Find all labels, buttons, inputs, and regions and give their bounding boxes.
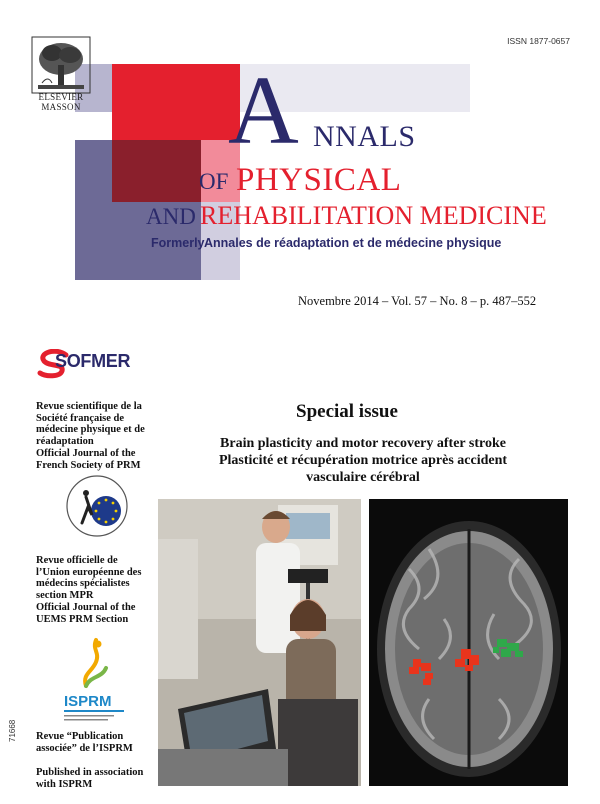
sidebar-text-uems-en: Official Journal of the UEMS PRM Section <box>36 602 136 625</box>
decor-square-dark-red <box>112 140 201 202</box>
sidebar-text-sofmer-en: Official Journal of the French Society of PRM <box>36 448 141 471</box>
title-letter-a: A <box>228 57 299 165</box>
sidebar-text-sofmer-fr: Revue scientifique de la Société française de médecine physique et de réadaptation <box>36 401 145 447</box>
publisher-name <box>30 92 92 112</box>
title-rehabilitation-medicine: REHABILITATION MEDICINE <box>200 201 547 230</box>
title-and: AND <box>146 204 196 229</box>
subtitle-english: Brain plasticity and motor recovery after stroke <box>220 436 506 451</box>
isprm-logo <box>62 636 128 726</box>
clinic-photo <box>158 499 361 786</box>
subtitle-french-line2: vasculaire cérébral <box>306 470 420 485</box>
sidebar-text-isprm-en: Published in association with ISPRM <box>36 767 144 790</box>
title-nnals: NNALS <box>313 120 416 153</box>
sidebar-text-uems-fr: Revue officielle de l’Union européenne des médecins spécialistes section MPR <box>36 555 142 601</box>
title-physical: PHYSICAL <box>236 162 402 198</box>
issue-info: Novembre 2014 – Vol. 57 – No. 8 – p. 487–552 <box>298 294 537 308</box>
special-issue-heading: Special issue <box>296 401 398 422</box>
title-of: OF <box>199 169 229 194</box>
former-title: Annales de réadaptation et de médecine physique <box>204 236 502 250</box>
sidebar-text-isprm-fr: Revue “Publication associée” de l’ISPRM <box>36 731 133 754</box>
publisher-line-masson: MASSON <box>41 102 81 112</box>
isprm-logo-text: ISPRM <box>64 693 112 710</box>
brain-mri-image <box>369 499 568 786</box>
issn-number: ISSN 1877-0657 <box>507 36 570 46</box>
subtitle-french-line1: Plasticité et récupération motrice après accident <box>218 453 508 468</box>
uems-logo <box>64 473 130 539</box>
sofmer-logo-text: SOFMER <box>55 351 131 371</box>
publisher-line-elsevier: ELSEVIER <box>38 92 84 102</box>
barcode-number: 71668 <box>8 719 17 742</box>
formerly-label: Formerly <box>151 236 205 250</box>
